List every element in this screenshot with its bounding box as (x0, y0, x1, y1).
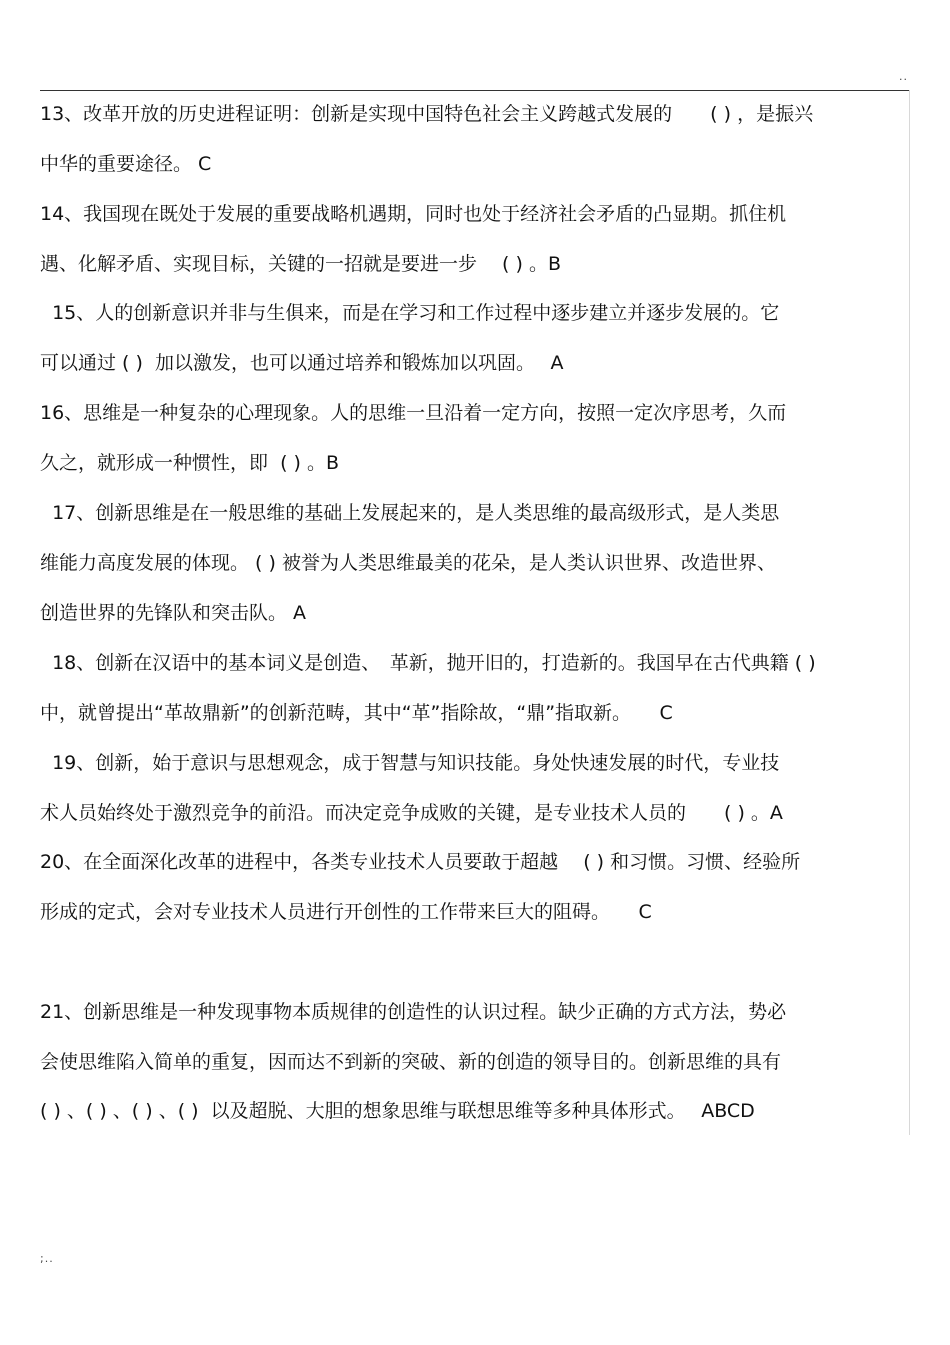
text-line: 形成的定式，会对专业技术人员进行开创性的工作带来巨大的阻碍。 C (40, 901, 652, 923)
text-line: 遇、化解矛盾、实现目标，关键的一招就是要进一步 ( ) 。B (40, 253, 561, 275)
text-line: 会使思维陷入简单的重复，因而达不到新的突破、新的创造的领导目的。创新思维的具有 (40, 1051, 782, 1073)
text-line: 久之，就形成一种惯性，即 ( ) 。B (40, 452, 340, 474)
text-line: 20、在全面深化改革的进程中，各类专业技术人员要敢于超越 ( ) 和习惯。习惯、经验所 (40, 851, 801, 873)
header-mark: .. (899, 70, 908, 83)
footer-mark: ;.. (40, 1252, 54, 1265)
text-line: 中，就曾提出“革故鼎新”的创新范畴，其中“革”指除故，“鼎”指取新。 C (40, 702, 673, 724)
right-margin-rule (909, 90, 910, 1135)
text-line: ( ) 、( ) 、( ) 、( ) 以及超脱、大胆的想象思维与联想思维等多种具体形式。 ABCD (40, 1100, 755, 1122)
text-line: 可以通过 ( ) 加以激发，也可以通过培养和锻炼加以巩固。 A (40, 352, 564, 374)
text-line: 15、人的创新意识并非与生俱来，而是在学习和工作过程中逐步建立并逐步发展的。它 (40, 302, 780, 324)
text-line: 18、创新在汉语中的基本词义是创造、 革新，抛开旧的，打造新的。我国早在古代典籍 ( ) (40, 652, 816, 674)
text-line: 13、改革开放的历史进程证明：创新是实现中国特色社会主义跨越式发展的 ( ) ，是振兴 (40, 103, 814, 125)
text-line: 19、创新，始于意识与思想观念，成于智慧与知识技能。身处快速发展的时代，专业技 (40, 752, 780, 774)
text-line: 中华的重要途径。 C (40, 153, 212, 175)
header-rule (40, 90, 910, 91)
text-line: 术人员始终处于激烈竞争的前沿。而决定竞争成败的关键，是专业技术人员的 ( ) 。A (40, 802, 783, 824)
text-line: 14、我国现在既处于发展的重要战略机遇期，同时也处于经济社会矛盾的凸显期。抓住机 (40, 203, 787, 225)
text-line: 21、创新思维是一种发现事物本质规律的创造性的认识过程。缺少正确的方式方法，势必 (40, 1001, 787, 1023)
text-line: 17、创新思维是在一般思维的基础上发展起来的，是人类思维的最高级形式，是人类思 (40, 502, 780, 524)
text-line: 创造世界的先锋队和突击队。 A (40, 602, 307, 624)
text-line: 维能力高度发展的体现。 ( ) 被誉为人类思维最美的花朵，是人类认识世界、改造世界、 (40, 552, 776, 574)
text-line: 16、思维是一种复杂的心理现象。人的思维一旦沿着一定方向，按照一定次序思考，久而 (40, 402, 787, 424)
